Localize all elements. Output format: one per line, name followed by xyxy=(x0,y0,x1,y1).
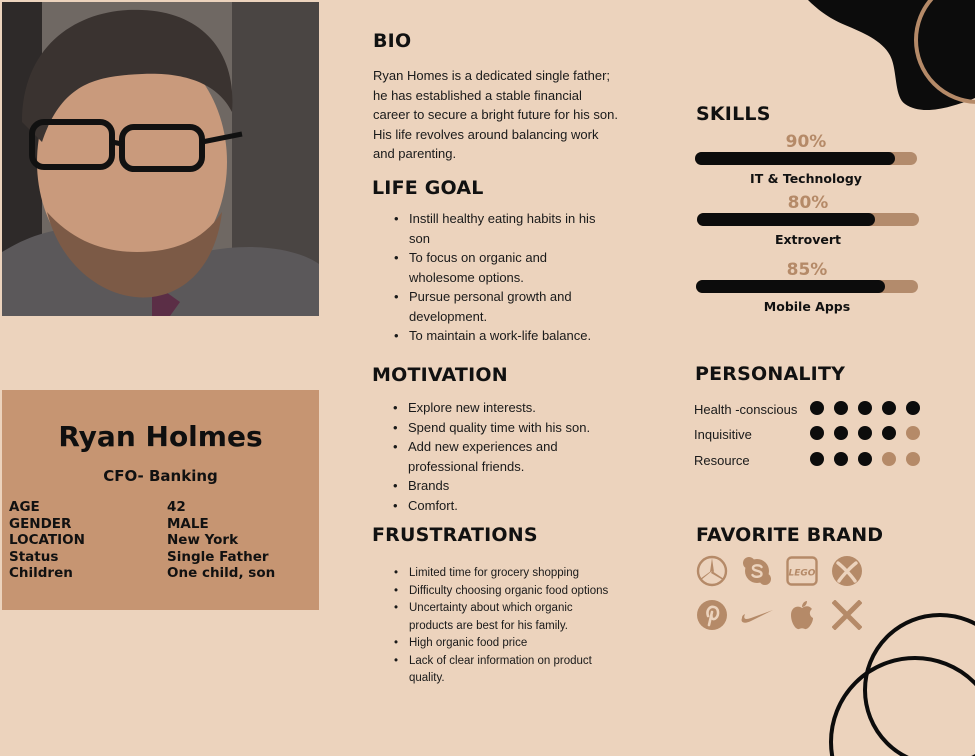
personality-heading: PERSONALITY xyxy=(695,363,846,385)
rating-dot-filled xyxy=(834,452,848,466)
rating-dot-empty xyxy=(906,452,920,466)
profile-info xyxy=(9,499,309,582)
rating-dot-filled xyxy=(834,426,848,440)
skill-progress-bar xyxy=(695,152,917,165)
life-goal-list xyxy=(391,209,611,346)
list-item: • Add new experiences and professional friends. xyxy=(390,437,610,476)
info-key: Children xyxy=(9,565,73,582)
info-key: LOCATION xyxy=(9,532,85,549)
list-item: • Comfort. xyxy=(390,496,610,516)
list-item: • To focus on organic and wholesome options. xyxy=(391,248,611,287)
bio-heading: BIO xyxy=(373,30,412,52)
trait-label: Health -conscious xyxy=(694,402,798,417)
rating-dot-filled xyxy=(906,401,920,415)
rating-dot-filled xyxy=(810,426,824,440)
skill-progress-bar xyxy=(697,213,919,226)
info-row-age xyxy=(9,499,309,516)
trait-label: Inquisitive xyxy=(694,427,752,442)
list-item: • Uncertainty about which organic products are best for his family. xyxy=(391,600,616,635)
info-key: GENDER xyxy=(9,515,72,532)
info-row-location xyxy=(9,532,309,549)
skill-percent: 90% xyxy=(785,132,827,152)
motivation-heading: MOTIVATION xyxy=(372,364,508,386)
list-item: • Limited time for grocery shopping xyxy=(391,565,616,583)
skill-it-technology xyxy=(695,132,917,186)
info-value: New York xyxy=(167,532,239,549)
info-value: One child, son xyxy=(167,565,276,582)
list-item: • To maintain a work-life balance. xyxy=(391,326,611,346)
lego-icon xyxy=(785,554,819,588)
info-key: Status xyxy=(9,548,59,565)
motivation-list xyxy=(390,398,610,515)
profile-card xyxy=(2,390,319,610)
skill-mobile-apps xyxy=(696,260,918,314)
rating-dots xyxy=(810,426,920,440)
skill-progress-fill xyxy=(697,213,875,226)
skill-percent: 80% xyxy=(787,193,829,213)
list-item: • Instill healthy eating habits in his son xyxy=(391,209,611,248)
skill-label: IT & Technology xyxy=(750,171,862,186)
rating-dot-filled xyxy=(882,426,896,440)
list-item: • Pursue personal growth and development. xyxy=(391,287,611,326)
list-item: • Explore new interests. xyxy=(390,398,610,418)
skill-extrovert xyxy=(697,193,919,247)
skype-icon xyxy=(740,554,774,588)
life-goal-heading: LIFE GOAL xyxy=(372,177,484,199)
list-item: • Difficulty choosing organic food options xyxy=(391,583,616,601)
profile-title: CFO- Banking xyxy=(103,467,218,485)
rating-dot-filled xyxy=(882,401,896,415)
list-item: • Spend quality time with his son. xyxy=(390,418,610,438)
lego-logo-text: LEGO xyxy=(788,568,816,579)
rating-dot-filled xyxy=(858,426,872,440)
skill-label: Mobile Apps xyxy=(763,299,851,314)
apple-icon xyxy=(785,598,819,632)
trait-label: Resource xyxy=(694,453,750,468)
rating-dot-filled xyxy=(834,401,848,415)
skill-percent: 85% xyxy=(786,260,828,280)
x-icon xyxy=(830,598,864,632)
rating-dot-filled xyxy=(810,401,824,415)
rating-dot-filled xyxy=(858,401,872,415)
profile-name: Ryan Holmes xyxy=(58,420,263,453)
rating-dots xyxy=(810,401,920,415)
info-key: AGE xyxy=(9,499,40,515)
favorite-brand-heading: FAVORITE BRAND xyxy=(696,524,884,546)
rating-dot-filled xyxy=(858,452,872,466)
info-value: Single Father xyxy=(167,548,269,565)
nike-icon xyxy=(740,598,774,632)
info-value: 42 xyxy=(167,499,186,515)
list-item: • High organic food price xyxy=(391,635,616,653)
profile-photo xyxy=(2,2,319,316)
rating-dot-empty xyxy=(882,452,896,466)
rating-dot-empty xyxy=(906,426,920,440)
skills-heading: SKILLS xyxy=(696,103,771,125)
rating-dots xyxy=(810,452,920,466)
skill-progress-fill xyxy=(695,152,895,165)
decorative-blob-top-right xyxy=(800,0,975,112)
bio-text: Ryan Homes is a dedicated single father; he has established a stable financial career to secure a bright future for his son. His life revolves around balancing work and parenting. xyxy=(373,68,618,162)
info-row-gender xyxy=(9,516,309,533)
frustrations-heading: FRUSTRATIONS xyxy=(372,524,538,546)
skill-label: Extrovert xyxy=(774,232,842,247)
list-item: • Lack of clear information on product quality. xyxy=(391,653,616,688)
rating-dot-filled xyxy=(810,452,824,466)
skill-progress-fill xyxy=(696,280,885,293)
skill-progress-bar xyxy=(696,280,918,293)
xbox-icon xyxy=(830,554,864,588)
mercedes-icon xyxy=(695,554,729,588)
info-value: MALE xyxy=(167,515,209,532)
pinterest-icon xyxy=(695,598,729,632)
brand-icons-grid xyxy=(695,554,864,632)
info-row-status xyxy=(9,549,309,566)
frustrations-list xyxy=(391,565,616,688)
info-row-children xyxy=(9,565,309,582)
list-item: • Brands xyxy=(390,476,610,496)
